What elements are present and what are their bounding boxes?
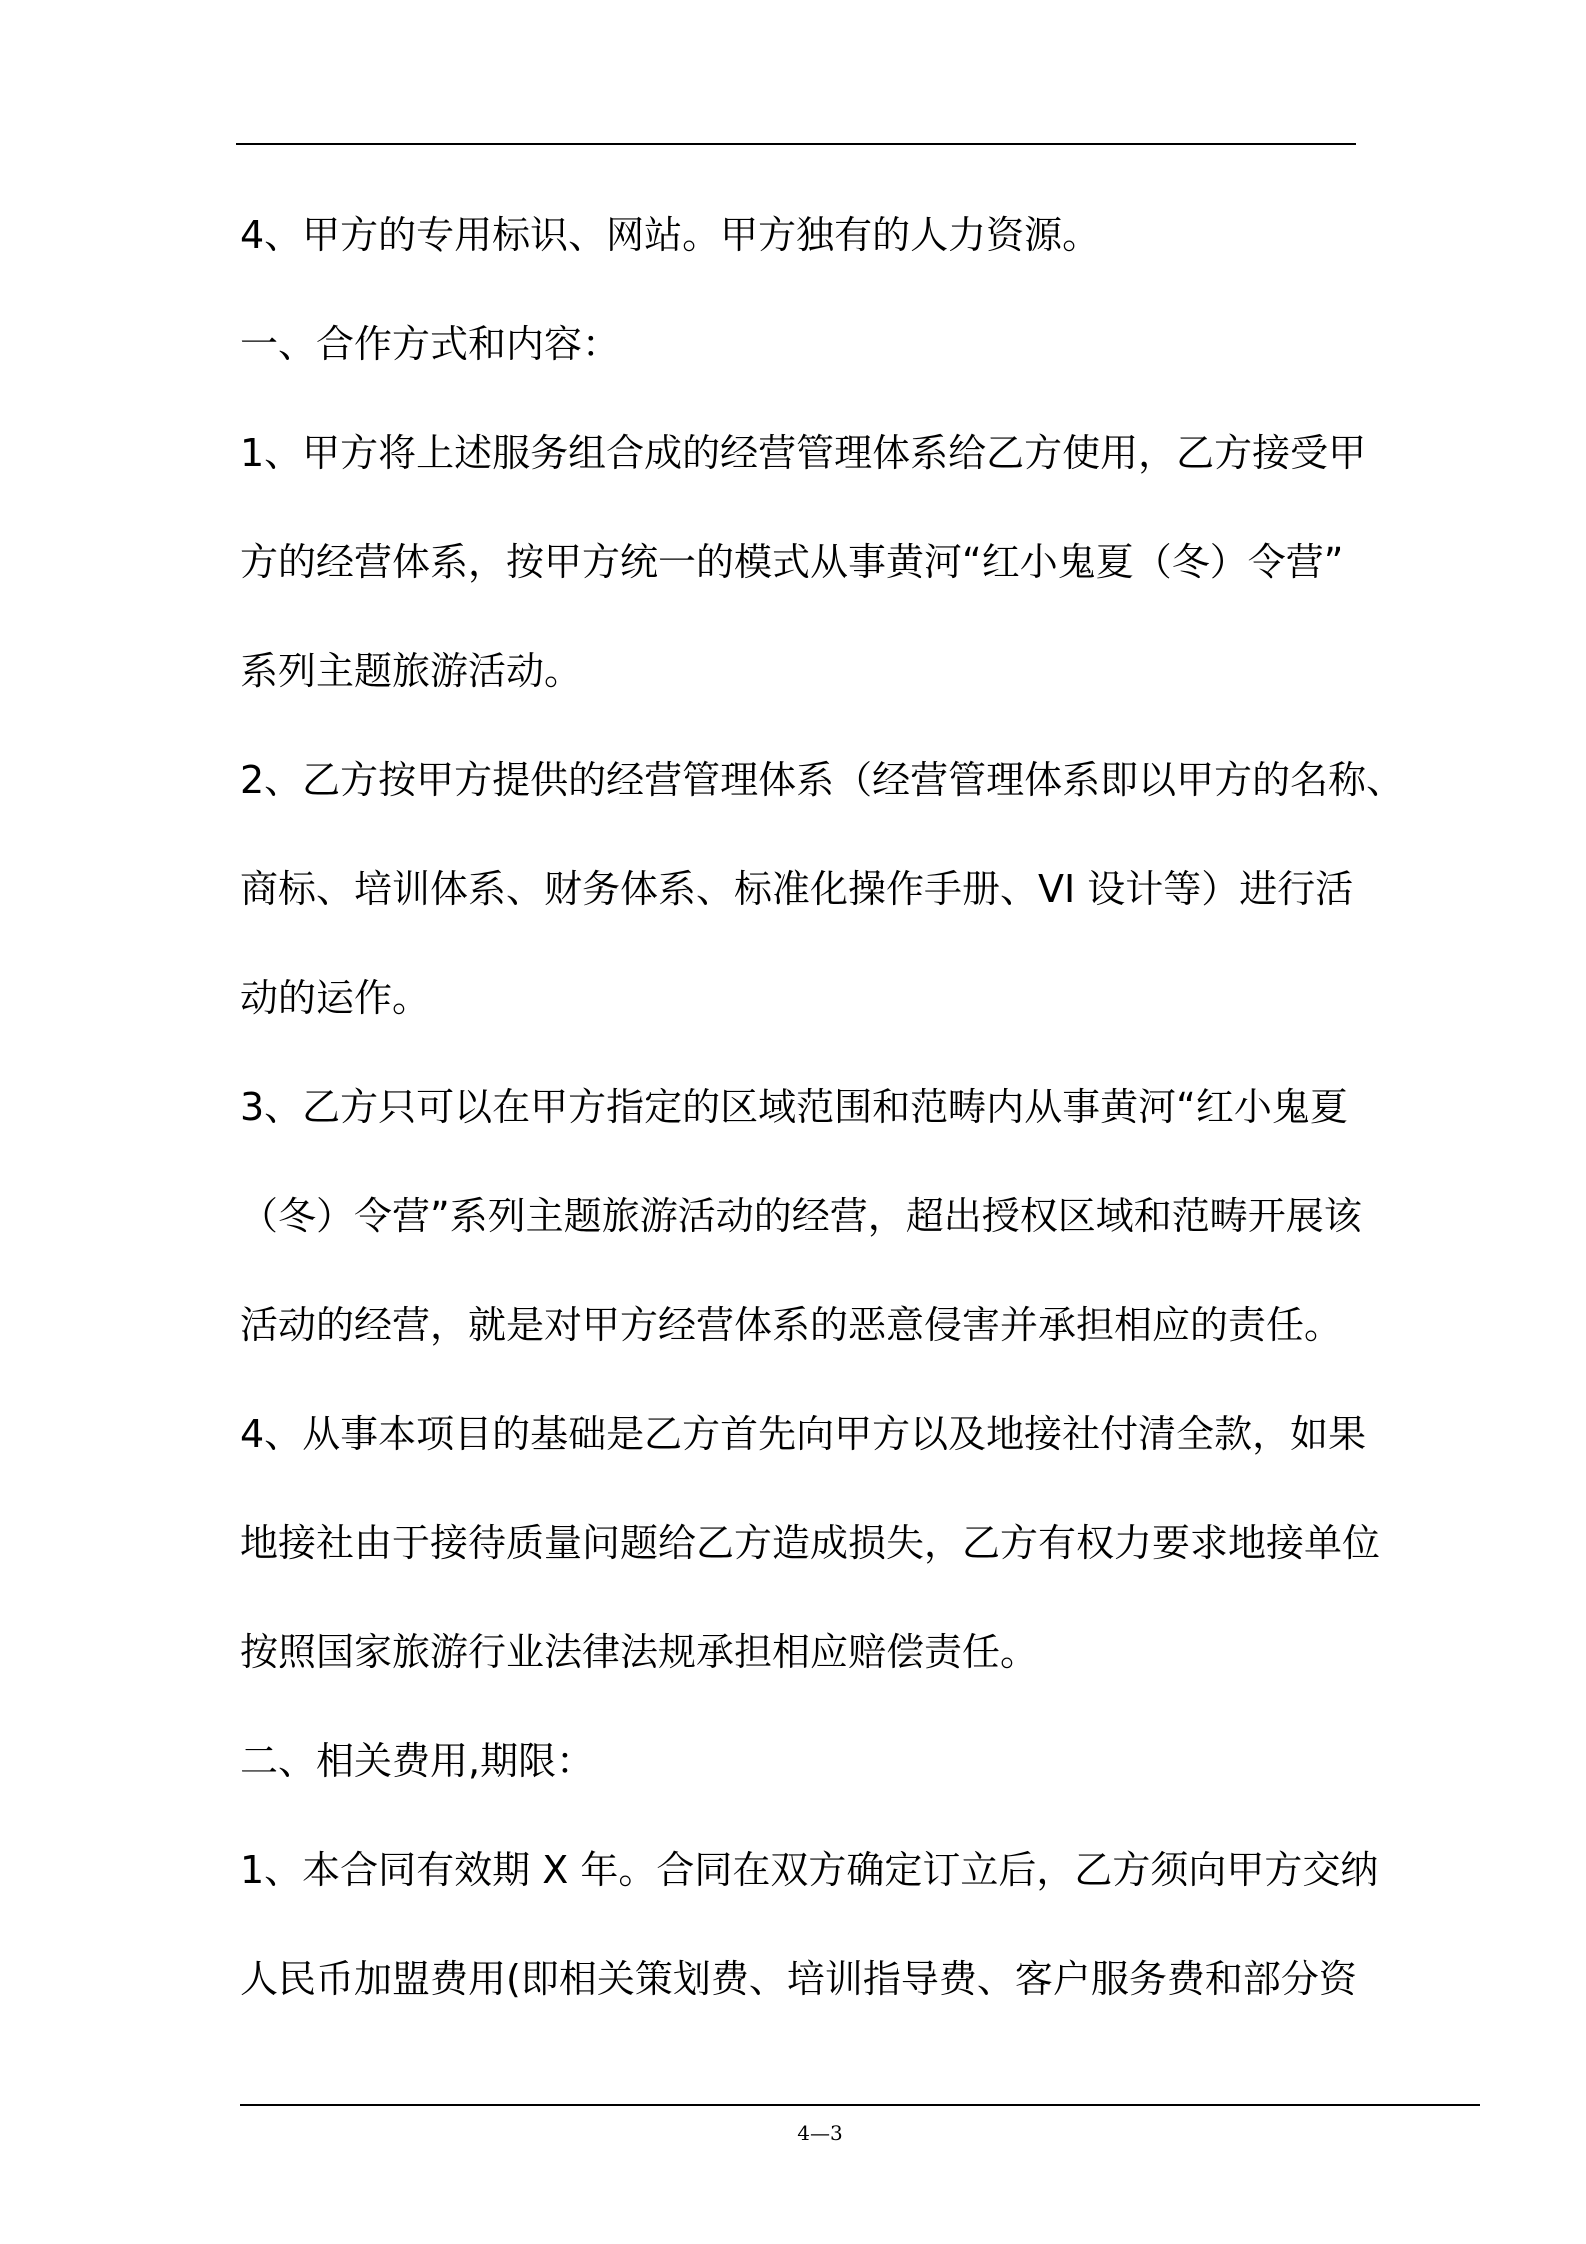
section-heading: 一、合作方式和内容： [240, 322, 621, 366]
text-line: 4、从事本项目的基础是乙方首先向甲方以及地接社付清全款，如果 [240, 1412, 1367, 1456]
text-line: 方的经营体系，按甲方统一的模式从事黄河“红小鬼夏（冬）令营” [240, 540, 1344, 584]
text-line: 系列主题旅游活动。 [240, 649, 583, 693]
text-line: 3、乙方只可以在甲方指定的区域范围和范畴内从事黄河“红小鬼夏 [240, 1085, 1348, 1129]
text-line: 地接社由于接待质量问题给乙方造成损失，乙方有权力要求地接单位 [240, 1521, 1381, 1565]
text-line: 1、本合同有效期 X 年。合同在双方确定订立后，乙方须向甲方交纳 [240, 1848, 1379, 1892]
text-line: 按照国家旅游行业法律法规承担相应赔偿责任。 [240, 1630, 1039, 1674]
text-line: 1、甲方将上述服务组合成的经营管理体系给乙方使用，乙方接受甲 [240, 431, 1367, 475]
footer-rule [240, 2104, 1480, 2106]
header-rule [236, 143, 1356, 145]
text-line: 2、乙方按甲方提供的经营管理体系（经营管理体系即以甲方的名称、 [240, 758, 1405, 802]
text-line: 商标、培训体系、财务体系、标准化操作手册、VI 设计等）进行活 [240, 867, 1354, 911]
page-number: 4—3 [797, 2121, 843, 2145]
text-line: 人民币加盟费用(即相关策划费、培训指导费、客户服务费和部分资 [240, 1957, 1357, 2001]
document-body [240, 196, 1405, 2049]
section-heading: 二、相关费用,期限： [240, 1739, 595, 1783]
text-line: 活动的经营，就是对甲方经营体系的恶意侵害并承担相应的责任。 [240, 1303, 1343, 1347]
text-line: 动的运作。 [240, 976, 431, 1020]
text-line: 4、甲方的专用标识、网站。甲方独有的人力资源。 [240, 213, 1101, 257]
text-line: （冬）令营”系列主题旅游活动的经营，超出授权区域和范畴开展该 [240, 1194, 1362, 1238]
